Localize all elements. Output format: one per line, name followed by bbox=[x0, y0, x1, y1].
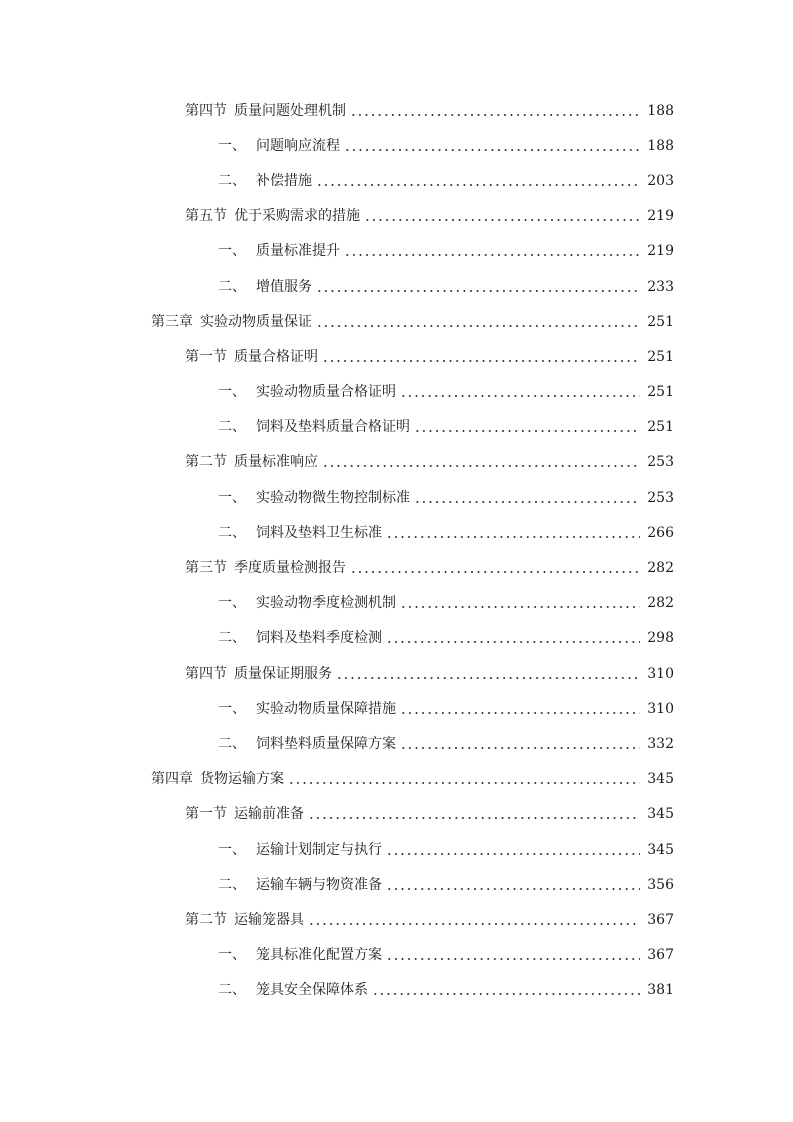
dot-leader bbox=[308, 913, 640, 927]
table-of-contents bbox=[0, 93, 793, 1008]
toc-entry-title: 实验动物质量合格证明 bbox=[256, 384, 396, 401]
toc-entry-number: 一、 bbox=[218, 384, 246, 401]
dot-leader bbox=[308, 807, 640, 821]
toc-entry-number: 第二节 bbox=[185, 911, 227, 928]
dot-leader bbox=[386, 948, 640, 962]
toc-entry-number: 二、 bbox=[218, 876, 246, 893]
toc-entry-number: 二、 bbox=[218, 735, 246, 752]
toc-entry-title: 增值服务 bbox=[256, 278, 312, 295]
toc-entry[interactable] bbox=[0, 656, 793, 691]
toc-entry[interactable] bbox=[0, 128, 793, 163]
toc-entry-number: 一、 bbox=[218, 841, 246, 858]
toc-entry-title: 优于采购需求的措施 bbox=[234, 208, 360, 225]
toc-entry[interactable] bbox=[0, 445, 793, 480]
toc-entry-number: 二、 bbox=[218, 419, 246, 436]
toc-entry-number: 第四节 bbox=[185, 665, 227, 682]
toc-entry-number: 第五节 bbox=[185, 208, 227, 225]
toc-entry-page-number: 203 bbox=[647, 172, 674, 189]
toc-entry-page-number: 298 bbox=[647, 630, 674, 647]
toc-entry-page-number: 219 bbox=[647, 208, 674, 225]
toc-entry-number: 第二节 bbox=[185, 454, 227, 471]
toc-entry-title: 质量问题处理机制 bbox=[234, 102, 346, 119]
toc-entry-title: 质量保证期服务 bbox=[234, 665, 332, 682]
toc-entry-title: 饲料垫料质量保障方案 bbox=[256, 735, 396, 752]
dot-leader bbox=[322, 455, 640, 469]
toc-entry[interactable] bbox=[0, 762, 793, 797]
toc-entry-title: 质量标准提升 bbox=[256, 243, 340, 260]
toc-entry-page-number: 233 bbox=[647, 278, 674, 295]
toc-entry[interactable] bbox=[0, 973, 793, 1008]
toc-entry-title: 实验动物微生物控制标准 bbox=[256, 489, 410, 506]
dot-leader bbox=[414, 420, 640, 434]
toc-entry-page-number: 188 bbox=[647, 137, 674, 154]
toc-entry-page-number: 253 bbox=[647, 489, 674, 506]
dot-leader bbox=[316, 174, 640, 188]
toc-entry-page-number: 367 bbox=[647, 911, 674, 928]
toc-entry-page-number: 219 bbox=[647, 243, 674, 260]
dot-leader bbox=[414, 491, 640, 505]
toc-entry-title: 运输笼器具 bbox=[234, 911, 304, 928]
toc-entry-number: 一、 bbox=[218, 947, 246, 964]
dot-leader bbox=[344, 139, 640, 153]
toc-entry-page-number: 266 bbox=[647, 524, 674, 541]
dot-leader bbox=[386, 843, 640, 857]
dot-leader bbox=[386, 526, 640, 540]
toc-entry-page-number: 345 bbox=[647, 771, 674, 788]
toc-entry[interactable] bbox=[0, 938, 793, 973]
toc-entry-number: 一、 bbox=[218, 243, 246, 260]
toc-entry-title: 笼具安全保障体系 bbox=[256, 982, 368, 999]
toc-entry-number: 第四节 bbox=[185, 102, 227, 119]
toc-entry-page-number: 282 bbox=[647, 595, 674, 612]
toc-entry-page-number: 251 bbox=[647, 313, 674, 330]
toc-entry[interactable] bbox=[0, 586, 793, 621]
toc-entry-title: 季度质量检测报告 bbox=[234, 560, 346, 577]
toc-entry-number: 第三章 bbox=[151, 313, 193, 330]
toc-entry-title: 实验动物质量保证 bbox=[200, 313, 312, 330]
dot-leader bbox=[350, 561, 640, 575]
toc-entry-page-number: 251 bbox=[647, 384, 674, 401]
dot-leader bbox=[350, 104, 640, 118]
dot-leader bbox=[400, 702, 640, 716]
toc-entry-title: 货物运输方案 bbox=[200, 771, 284, 788]
dot-leader bbox=[400, 596, 640, 610]
toc-entry-number: 第四章 bbox=[151, 771, 193, 788]
toc-entry-title: 问题响应流程 bbox=[256, 137, 340, 154]
dot-leader bbox=[322, 350, 640, 364]
toc-entry[interactable] bbox=[0, 199, 793, 234]
toc-entry-number: 二、 bbox=[218, 524, 246, 541]
toc-entry-title: 饲料及垫料卫生标准 bbox=[256, 524, 382, 541]
toc-entry[interactable] bbox=[0, 691, 793, 726]
toc-entry-title: 实验动物季度检测机制 bbox=[256, 595, 396, 612]
dot-leader bbox=[386, 631, 640, 645]
toc-entry-page-number: 310 bbox=[647, 665, 674, 682]
dot-leader bbox=[386, 878, 640, 892]
toc-entry[interactable] bbox=[0, 902, 793, 937]
toc-entry-title: 饲料及垫料季度检测 bbox=[256, 630, 382, 647]
toc-entry-page-number: 332 bbox=[647, 735, 674, 752]
toc-entry[interactable] bbox=[0, 269, 793, 304]
toc-entry-page-number: 251 bbox=[647, 348, 674, 365]
toc-entry-number: 二、 bbox=[218, 172, 246, 189]
toc-entry-number: 一、 bbox=[218, 595, 246, 612]
toc-entry-title: 运输计划制定与执行 bbox=[256, 841, 382, 858]
dot-leader bbox=[372, 983, 640, 997]
toc-entry-title: 质量合格证明 bbox=[234, 348, 318, 365]
toc-entry-title: 质量标准响应 bbox=[234, 454, 318, 471]
toc-entry[interactable] bbox=[0, 726, 793, 761]
toc-entry[interactable] bbox=[0, 550, 793, 585]
toc-entry[interactable] bbox=[0, 480, 793, 515]
dot-leader bbox=[316, 280, 640, 294]
toc-entry-title: 运输车辆与物资准备 bbox=[256, 876, 382, 893]
toc-entry-title: 笼具标准化配置方案 bbox=[256, 947, 382, 964]
toc-entry-page-number: 188 bbox=[647, 102, 674, 119]
toc-entry-page-number: 310 bbox=[647, 700, 674, 717]
toc-entry[interactable] bbox=[0, 234, 793, 269]
toc-entry[interactable] bbox=[0, 515, 793, 550]
toc-entry[interactable] bbox=[0, 410, 793, 445]
toc-entry[interactable] bbox=[0, 832, 793, 867]
toc-entry-page-number: 356 bbox=[647, 876, 674, 893]
toc-entry[interactable] bbox=[0, 163, 793, 198]
toc-entry[interactable] bbox=[0, 375, 793, 410]
toc-entry-number: 第一节 bbox=[185, 348, 227, 365]
toc-entry-number: 第一节 bbox=[185, 806, 227, 823]
toc-entry-title: 饲料及垫料质量合格证明 bbox=[256, 419, 410, 436]
dot-leader bbox=[288, 772, 640, 786]
dot-leader bbox=[400, 385, 640, 399]
dot-leader bbox=[344, 244, 640, 258]
toc-entry[interactable] bbox=[0, 339, 793, 374]
toc-entry-title: 补偿措施 bbox=[256, 172, 312, 189]
dot-leader bbox=[400, 737, 640, 751]
toc-entry[interactable] bbox=[0, 621, 793, 656]
toc-entry-title: 运输前准备 bbox=[234, 806, 304, 823]
dot-leader bbox=[364, 209, 640, 223]
dot-leader bbox=[336, 667, 640, 681]
toc-entry-page-number: 345 bbox=[647, 806, 674, 823]
toc-entry[interactable] bbox=[0, 93, 793, 128]
toc-entry-number: 一、 bbox=[218, 489, 246, 506]
toc-entry[interactable] bbox=[0, 797, 793, 832]
toc-entry[interactable] bbox=[0, 867, 793, 902]
toc-entry-number: 一、 bbox=[218, 700, 246, 717]
toc-entry-page-number: 253 bbox=[647, 454, 674, 471]
toc-entry-page-number: 367 bbox=[647, 947, 674, 964]
toc-entry-number: 二、 bbox=[218, 278, 246, 295]
toc-entry-page-number: 381 bbox=[647, 982, 674, 999]
toc-entry-title: 实验动物质量保障措施 bbox=[256, 700, 396, 717]
toc-entry-number: 第三节 bbox=[185, 560, 227, 577]
toc-entry[interactable] bbox=[0, 304, 793, 339]
toc-entry-page-number: 251 bbox=[647, 419, 674, 436]
dot-leader bbox=[316, 315, 640, 329]
toc-entry-number: 一、 bbox=[218, 137, 246, 154]
toc-entry-page-number: 282 bbox=[647, 560, 674, 577]
toc-entry-page-number: 345 bbox=[647, 841, 674, 858]
toc-entry-number: 二、 bbox=[218, 982, 246, 999]
toc-entry-number: 二、 bbox=[218, 630, 246, 647]
